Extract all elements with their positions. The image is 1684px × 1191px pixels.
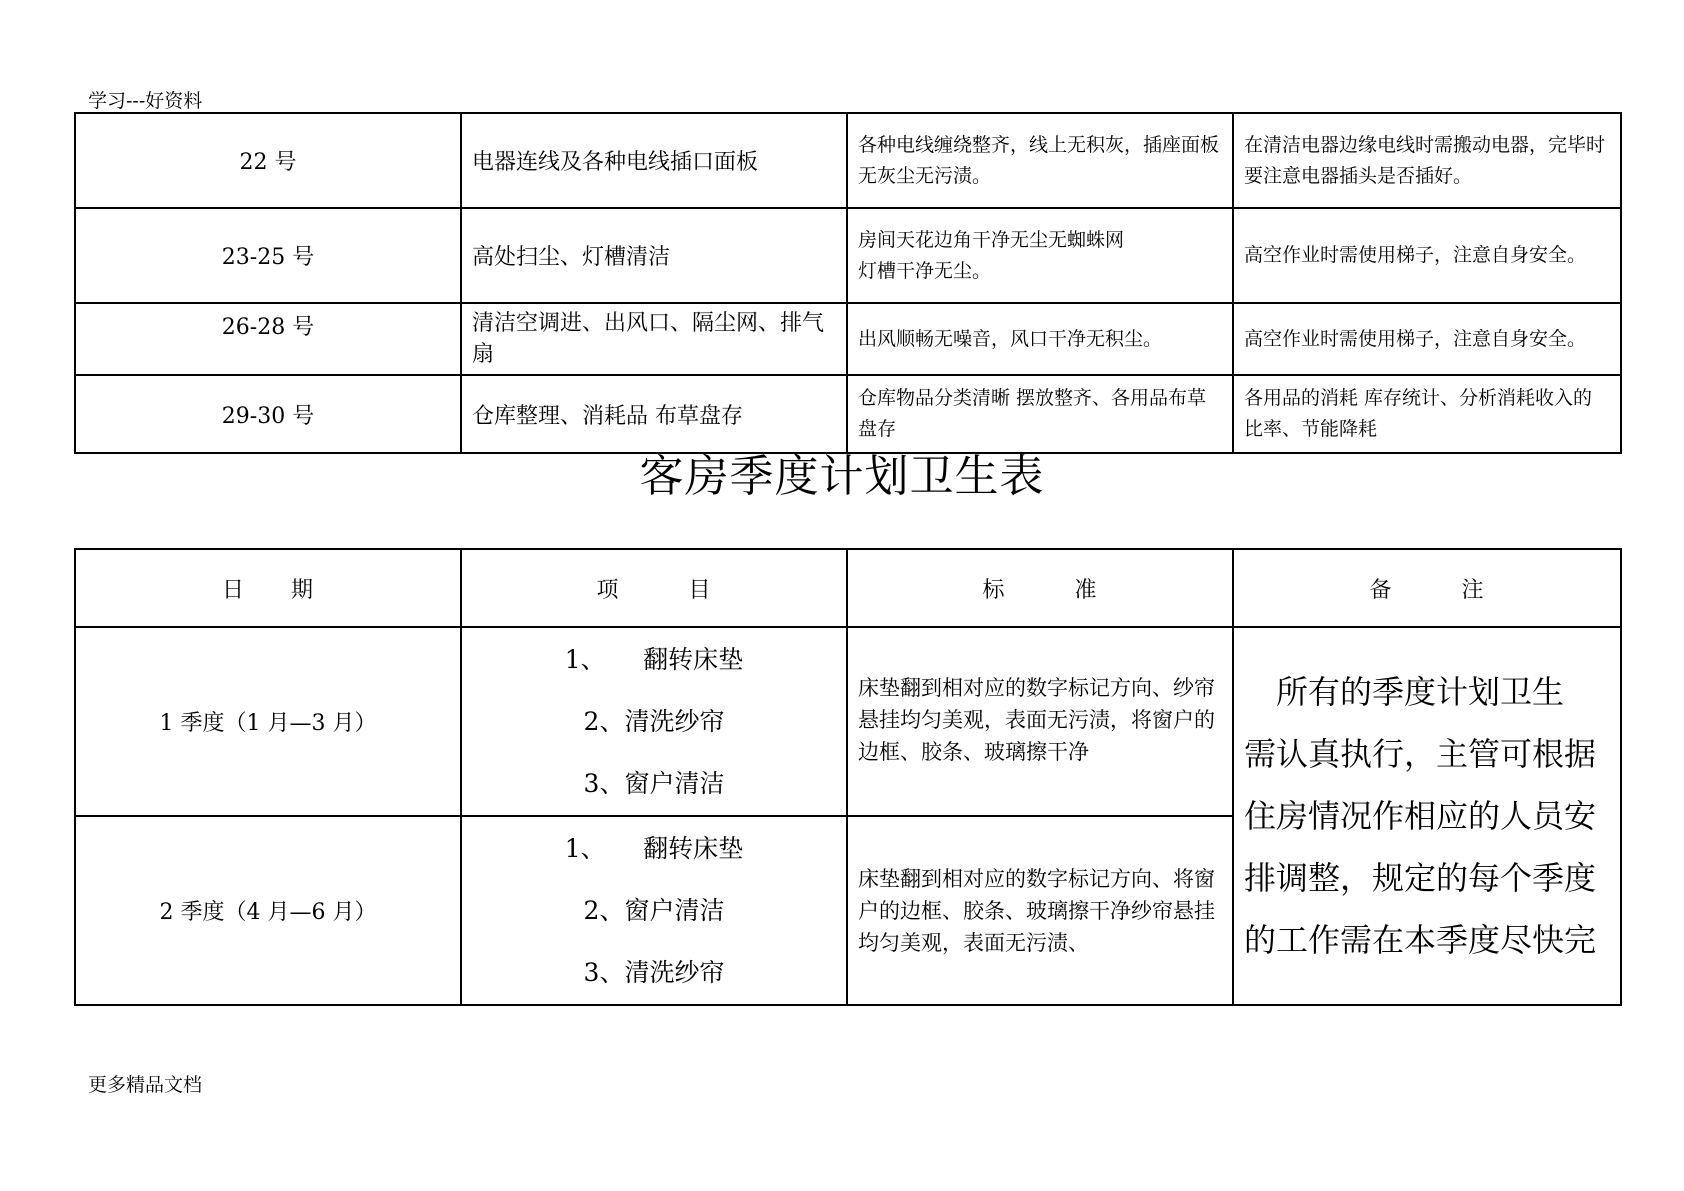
item-line: 3、窗户清洁 [583,768,725,798]
day-cell: 26-28 号 [75,303,461,375]
standard-cell: 床垫翻到相对应的数字标记方向、纱帘悬挂均匀美观，表面无污渍，将窗户的边框、胶条、玻璃擦干净 [847,627,1233,816]
standard-cell: 仓库物品分类清晰 摆放整齐、各用品布草盘存 [847,375,1233,453]
table-row [75,113,1621,208]
item-line: 2、清洗纱帘 [583,706,725,736]
note-cell: 高空作业时需使用梯子，注意自身安全。 [1233,208,1621,303]
note-line: 所有的季度计划卫生 [1244,673,1565,711]
day-cell: 23-25 号 [75,208,461,303]
table-row [75,627,1621,816]
item-line: 2、窗户清洁 [583,895,725,925]
header-date: 日 期 [75,549,461,627]
period-cell: 2 季度（4 月—6 月） [75,816,461,1005]
note-line: 排调整，规定的每个季度 [1244,859,1597,897]
standard-cell: 床垫翻到相对应的数字标记方向、将窗户的边框、胶条、玻璃擦干净纱帘悬挂均匀美观，表面无污渍、 [847,816,1233,1005]
day-cell: 29-30 号 [75,375,461,453]
page-footer: 更多精品文档 [88,1074,203,1096]
header-standard: 标 准 [847,549,1233,627]
standard-cell: 房间天花边角干净无尘无蜘蛛网 灯槽干净无尘。 [847,208,1233,303]
standard-cell: 各种电线缠绕整齐，线上无积灰，插座面板无灰尘无污渍。 [847,113,1233,208]
item-cell: 高处扫尘、灯槽清洁 [461,208,847,303]
note-line: 住房情况作相应的人员安 [1244,797,1597,835]
note-cell: 各用品的消耗 库存统计、分析消耗收入的比率、节能降耗 [1233,375,1621,453]
table-row [75,303,1621,375]
period-cell: 1 季度（1 月—3 月） [75,627,461,816]
note-cell [1233,627,1621,1005]
standard-cell: 出风顺畅无噪音，风口干净无积尘。 [847,303,1233,375]
header-row [75,549,1621,627]
page-header: 学习---好资料 [88,90,203,112]
item-line: 1、 翻转床垫 [564,644,744,674]
day-cell: 22 号 [75,113,461,208]
monthly-cleaning-table [74,112,1622,454]
note-line: 需认真执行，主管可根据 [1244,735,1597,773]
item-cell: 仓库整理、消耗品 布草盘存 [461,375,847,453]
item-cell: 清洁空调进、出风口、隔尘网、排气扇 [461,303,847,375]
quarterly-cleaning-table [74,548,1622,1006]
items-cell [461,816,847,1005]
note-cell: 在清洁电器边缘电线时需搬动电器，完毕时要注意电器插头是否插好。 [1233,113,1621,208]
page-title: 客房季度计划卫生表 [639,451,1045,502]
note-cell: 高空作业时需使用梯子，注意自身安全。 [1233,303,1621,375]
header-note: 备 注 [1233,549,1621,627]
item-line: 1、 翻转床垫 [564,833,744,863]
item-cell: 电器连线及各种电线插口面板 [461,113,847,208]
items-cell [461,627,847,816]
table-row [75,208,1621,303]
note-line: 的工作需在本季度尽快完 [1244,921,1597,959]
header-item: 项 目 [461,549,847,627]
item-line: 3、清洗纱帘 [583,957,725,987]
